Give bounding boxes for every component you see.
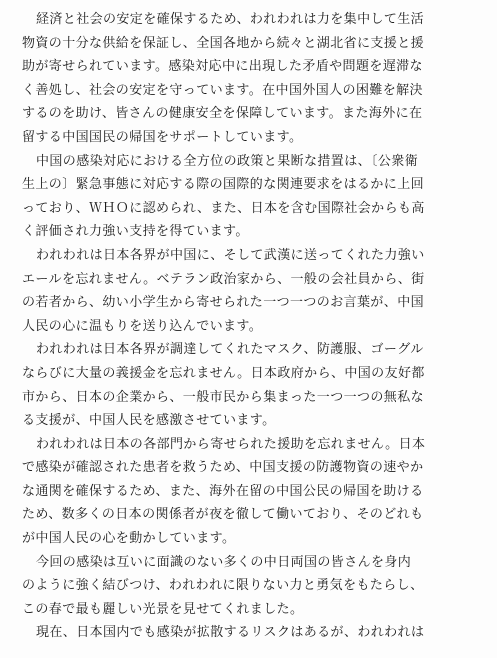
text-line: 今回の感染は互いに面識のない多くの中日両国の皆さんを身内 xyxy=(36,554,412,570)
text-line: く評価され力強い支持を得ています。 xyxy=(22,224,249,240)
text-line: のように強く結びつけ、われわれに限りない力と勇気をもたらし、 xyxy=(22,578,424,594)
paragraph-1 xyxy=(22,8,483,150)
text-line: る支援が、中国人民を感激させています。 xyxy=(22,413,276,429)
text-line: 生上の〕緊急事態に対応する際の国際的な関連要求をはるかに上回 xyxy=(22,177,425,193)
text-line: 留する中国国民の帰国をサポートしています。 xyxy=(22,129,303,145)
text-line: 現在、日本国内でも感染が拡散するリスクはあるが、われわれは xyxy=(36,625,425,641)
text-line: 物資の十分な供給を保証し、全国各地から続々と湖北省に支援と援 xyxy=(22,35,425,51)
paragraph-3 xyxy=(22,244,483,338)
paragraph-5 xyxy=(22,433,483,551)
text-line: ならびに大量の義援金を忘れません。日本政府から、中国の友好都 xyxy=(22,365,425,381)
text-line: われわれは日本各界が中国に、そして武漢に送ってくれた力強い xyxy=(36,247,425,263)
text-line: っており、ＷＨＯに認められ、また、日本を含む国際社会からも高 xyxy=(22,200,425,216)
text-line: 中国の感染対応における全方位の政策と果断な措置は、〔公衆衛 xyxy=(36,153,419,169)
text-line: 市から、日本の企業から、一般市民から集まった一つ一つの無私な xyxy=(22,389,425,405)
paragraph-2 xyxy=(22,150,483,244)
text-line: く善処し、社会の安定を守っています。在中国外国人の困難を解決 xyxy=(22,82,423,98)
text-line: で感染が確認された患者を救うため、中国支援の防護物資の速やか xyxy=(22,460,424,476)
text-line: な通関を確保するため、また、海外在留の中国公民の帰国を助ける xyxy=(22,483,424,499)
paragraph-4 xyxy=(22,338,483,432)
text-line: われわれは日本の各部門から寄せられた援助を忘れません。日本 xyxy=(36,436,426,452)
text-line: が中国人民の心を動かしています。 xyxy=(22,531,236,547)
text-line: するのを助け、皆さんの健康安全を保障しています。また海外に在 xyxy=(22,106,423,122)
text-line: この春で最も麗しい光景を見せてくれました。 xyxy=(22,601,304,617)
text-line: の若者から、幼い小学生から寄せられた一つ一つのお言葉が、中国 xyxy=(22,295,425,311)
paragraph-7 xyxy=(22,621,483,645)
text-line: 経済と社会の安定を確保するため、われわれは力を集中して生活 xyxy=(36,12,425,27)
paragraph-6 xyxy=(22,551,483,622)
text-line: われわれは日本各界が調達してくれたマスク、防護服、ゴーグル xyxy=(36,342,424,358)
text-line: ため、数多くの日本の関係者が夜を徹して働いており、そのどれも xyxy=(22,507,424,523)
text-line: 助が寄せられています。感染対応中に出現した矛盾や問題を遅滞な xyxy=(22,59,423,75)
text-line: エールを忘れません。ベテラン政治家から、一般の会社員から、街 xyxy=(22,271,425,287)
text-line: 人民の心に温もりを送り込んでいます。 xyxy=(22,318,263,334)
